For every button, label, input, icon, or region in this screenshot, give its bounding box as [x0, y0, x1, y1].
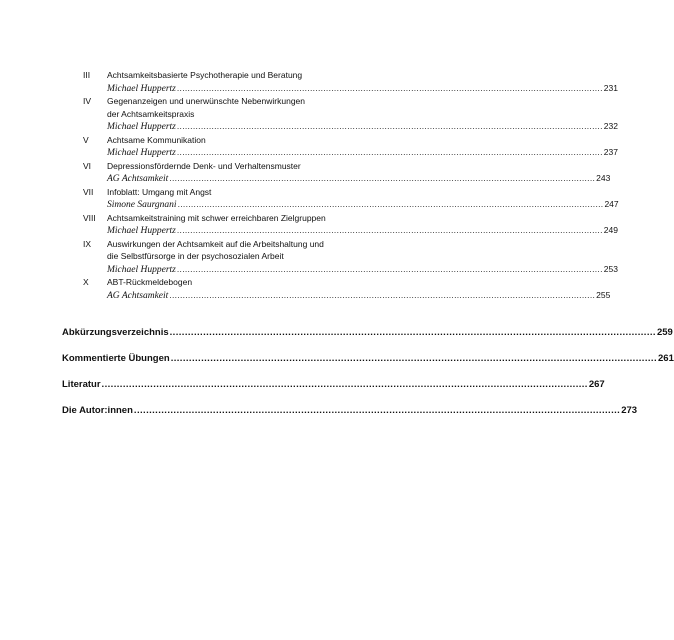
main-entry-title: Die Autor:innen: [62, 405, 133, 416]
entry-page: 237: [603, 147, 618, 157]
leader-dots: ................................................................................................................................................................: [177, 199, 604, 209]
toc-main-entry-uebungen: [62, 352, 674, 366]
entry-title-line2: die Selbstfürsorge in der psychosozialen Arbeit: [107, 251, 284, 261]
main-entry-page: 259: [656, 327, 673, 338]
entry-number: VII: [83, 186, 94, 197]
entry-number: VIII: [83, 212, 96, 223]
main-entry-page: 267: [588, 379, 605, 390]
entry-author: AG Achtsamkeit: [107, 174, 169, 184]
toc-main-entry-abkuerzungen: [62, 326, 673, 340]
entry-number: V: [83, 134, 89, 145]
leader-dots: ................................................................................................................................................................: [169, 289, 596, 300]
leader-dots: ................................................................................................................................................................: [176, 147, 603, 157]
leader-dots: ................................................................................................................................................................: [133, 405, 621, 416]
leader-dots: ................................................................................................................................................................: [176, 263, 603, 274]
entry-author: Simone Saurgnani: [107, 200, 177, 210]
entry-author: Michael Huppertz: [107, 122, 176, 132]
entry-title: Depressionsfördernde Denk- und Verhaltensmuster: [107, 160, 301, 171]
toc-entry-v: [83, 134, 618, 160]
entry-author: Michael Huppertz: [107, 264, 176, 275]
main-entry-title: Literatur: [62, 379, 101, 390]
leader-dots: ................................................................................................................................................................: [101, 379, 588, 390]
toc-entry-ix: [83, 238, 618, 277]
entry-page: 255: [596, 289, 611, 300]
toc-main-entry-literatur: [62, 378, 605, 392]
entry-title: Achtsame Kommunikation: [107, 134, 206, 145]
leader-dots: ................................................................................................................................................................: [169, 173, 596, 183]
entry-author: Michael Huppertz: [107, 226, 176, 236]
toc-subentries: [83, 69, 619, 302]
toc-main-entry-autorinnen: [62, 404, 638, 418]
entry-page: 232: [603, 121, 618, 131]
main-entry-title: Abkürzungsverzeichnis: [62, 327, 169, 338]
entry-page: 247: [604, 199, 619, 209]
leader-dots: ................................................................................................................................................................: [176, 82, 603, 93]
main-entry-page: 273: [621, 405, 638, 416]
main-entry-title: Kommentierte Übungen: [62, 353, 170, 364]
toc-entry-viii: [83, 212, 618, 238]
entry-title: Gegenanzeigen und unerwünschte Nebenwirkungen: [107, 96, 306, 106]
entry-page: 243: [596, 173, 611, 183]
toc-entry-iii: [83, 69, 618, 95]
entry-page: 249: [603, 225, 618, 235]
entry-title: Auswirkungen der Achtsamkeit auf die Arbeitshaltung und: [107, 238, 324, 249]
toc-entry-x: [83, 276, 611, 302]
entry-number: IV: [83, 96, 92, 106]
entry-number: X: [83, 277, 89, 287]
main-entry-page: 261: [658, 353, 674, 364]
entry-title: Infoblatt: Umgang mit Angst: [107, 186, 212, 197]
leader-dots: ................................................................................................................................................................: [176, 121, 603, 131]
entry-number: VI: [83, 160, 92, 171]
entry-author: Michael Huppertz: [107, 148, 176, 158]
entry-title: ABT-Rückmeldebogen: [107, 277, 193, 287]
entry-page: 231: [603, 82, 618, 93]
entry-title: Achtsamkeitstraining mit schwer erreichbaren Zielgruppen: [107, 212, 326, 223]
toc-entry-vi: [83, 160, 611, 186]
leader-dots: ................................................................................................................................................................: [170, 353, 657, 364]
entry-title: Achtsamkeitsbasierte Psychotherapie und Beratung: [107, 70, 303, 80]
entry-number: III: [83, 70, 91, 80]
toc-entry-iv: [83, 95, 618, 134]
entry-author: Michael Huppertz: [107, 83, 176, 94]
entry-page: 253: [603, 263, 618, 274]
toc-entry-vii: [83, 186, 619, 212]
leader-dots: ................................................................................................................................................................: [169, 327, 656, 338]
entry-title-line2: der Achtsamkeitspraxis: [107, 108, 195, 119]
entry-author: AG Achtsamkeit: [107, 290, 169, 301]
entry-number: IX: [83, 238, 92, 249]
leader-dots: ................................................................................................................................................................: [176, 225, 603, 235]
